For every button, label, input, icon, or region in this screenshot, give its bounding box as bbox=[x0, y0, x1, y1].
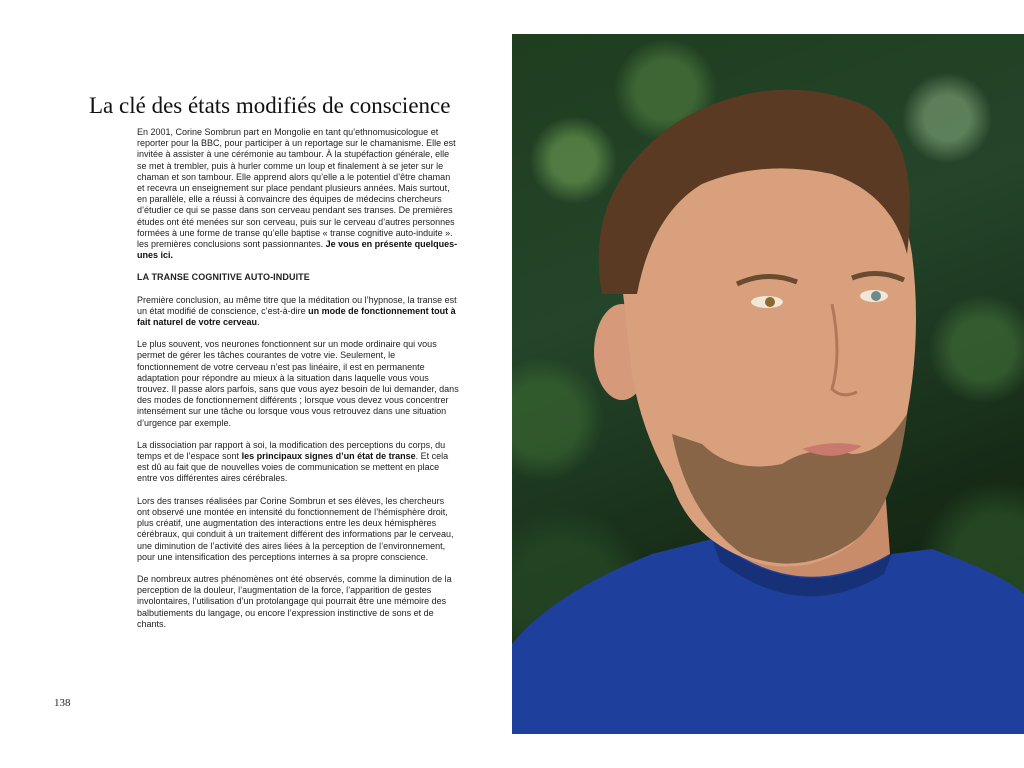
left-iris bbox=[765, 297, 775, 307]
page-number: 138 bbox=[54, 697, 71, 709]
intro-paragraph bbox=[137, 127, 459, 261]
right-iris bbox=[871, 291, 881, 301]
paragraph-1-emphasis: un mode de fonctionnement tout à fait naturel de votre cerveau bbox=[137, 305, 456, 328]
paragraph-2: Le plus souvent, vos neurones fonctionnent sur un mode ordinaire qui vous permet de gérer les tâches courantes de votre vie. Seulement, le fonctionnement de votre cerveau n’est pas linéaire, il est en permanente adaptation pour répondre au mieux à la situation dans laquelle vous vous trouvez. Il passe alors parfois, sans que vous ayez besoin de lui demander, dans des modes de fonctionnement différents ; lorsque vous devez vous concentrer intensément sur une tâche ou lorsque vous vous retrouvez dans une situation d’urgence par exemple. bbox=[137, 339, 459, 428]
paragraph-3 bbox=[137, 440, 459, 485]
paragraph-3-text: La dissociation par rapport à soi, la modification des perceptions du corps, du temps et de l’espace sont bbox=[137, 439, 446, 462]
page-title: La clé des états modifiés de conscience bbox=[89, 93, 451, 118]
article-body bbox=[137, 127, 459, 641]
paragraph-4: Lors des transes réalisées par Corine Sombrun et ses élèves, les chercheurs ont observé une montée en intensité du fonctionnement de l’hémisphère droit, plus créatif, une augmentation des interactions entre les deux hémisphères cérébraux, qui conduit à un traitement différent des informations par le cerveau, une diminution de l’activité des aires liées à la perception de l’environnement, pour une intensification des perceptions internes à sa propre conscience. bbox=[137, 495, 454, 562]
portrait-illustration bbox=[512, 34, 1024, 734]
section-heading: LA TRANSE COGNITIVE AUTO-INDUITE bbox=[137, 272, 310, 283]
paragraph-5: De nombreux autres phénomènes ont été observés, comme la diminution de la perception de la douleur, l’augmentation de la force, l’apparition de gestes involontaires, l’utilisation d’un protolangage qui pourrait être une mémoire des balbutiements du langage, ou encore l’expression instinctive de sons et de chants. bbox=[137, 573, 452, 629]
paragraph-1-end: . bbox=[257, 317, 260, 328]
paragraph-1 bbox=[137, 295, 459, 329]
portrait-photo bbox=[512, 34, 1024, 734]
intro-text: En 2001, Corine Sombrun part en Mongolie en tant qu’ethnomusicologue et reporter pour la BBC, pour participer à un reportage sur le chamanisme. Elle est invitée à assister à une cérémonie au tambour. À la stupéfaction générale, elle se met à trembler, puis à hurler comme un loup et finalement à se jeter sur le chaman et son tambour. Elle apprend alors qu’elle a le potentiel d’être chaman et recevra un enseignement sur place pendant plusieurs années. Mais surtout, en parallèle, elle a réussi à convaincre des équipes de médecins chercheurs d’étudier ce qui se passe dans son cerveau pendant ses transes. De premières études ont été menées sur son cerveau, puis sur le cerveau d’autres personnes formées à une forme de transe qu’elle baptise « transe cognitive auto-induite ». les premières conclusions sont passionnantes. bbox=[137, 127, 456, 250]
paragraph-3-emphasis: les principaux signes d’un état de transe bbox=[241, 451, 416, 462]
paragraph-1-text: Première conclusion, au même titre que la méditation ou l’hypnose, la transe est un état modifié de conscience, c’est-à-dire bbox=[137, 294, 457, 316]
paragraph-3-text-end: . Et cela est dû au fait que de nouvelles voies de communication se mettent en place entre vos différentes aires cérébrales. bbox=[137, 451, 449, 484]
intro-emphasis: Je vous en présente quelques-unes ici. bbox=[137, 239, 458, 261]
